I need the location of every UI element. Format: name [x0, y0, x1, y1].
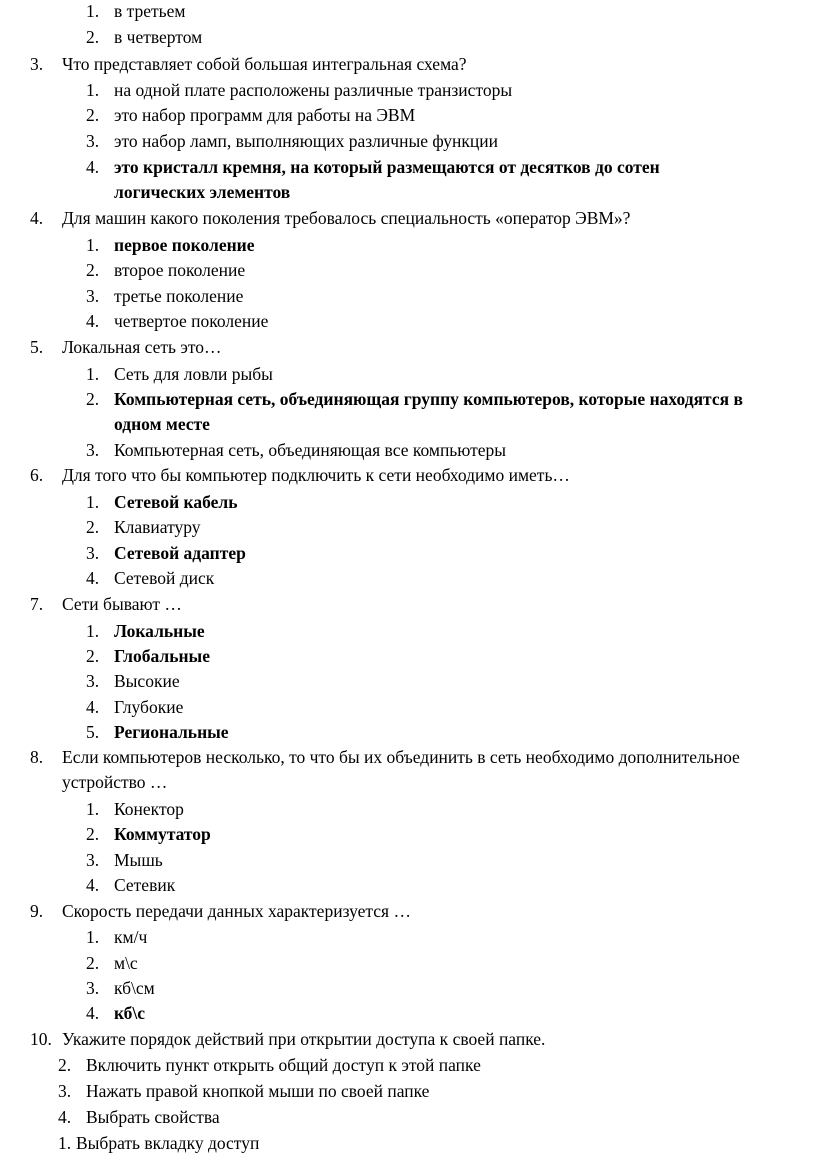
option-number: 1.: [58, 1133, 72, 1153]
option-number: 4.: [86, 875, 100, 895]
option-number: 3.: [86, 440, 100, 460]
option-text: это набор программ для работы на ЭВМ: [114, 105, 416, 125]
option-text: третье поколение: [114, 286, 244, 306]
correct-option-text: Региональные: [114, 722, 229, 742]
question-number: 6.: [30, 465, 44, 485]
option-text: Конектор: [114, 799, 184, 819]
option-number: 1.: [86, 621, 100, 641]
option-text: это набор ламп, выполняющих различные функции: [114, 131, 498, 151]
question-text: Сети бывают …: [62, 594, 182, 614]
correct-option-text-continued: логических элементов: [114, 182, 291, 202]
option-number: 3.: [86, 850, 100, 870]
option-number: 1.: [86, 364, 100, 384]
option-number: 3.: [86, 543, 100, 563]
option-number: 1.: [86, 799, 100, 819]
option-number: 1.: [86, 235, 100, 255]
option-text: четвертое поколение: [114, 311, 269, 331]
question-text: Для машин какого поколения требовалось специальность «оператор ЭВМ»?: [62, 208, 631, 228]
option-text: Глубокие: [114, 697, 184, 717]
option-text: Высокие: [114, 671, 180, 691]
correct-option-text: Компьютерная сеть, объединяющая группу компьютеров, которые находятся в: [114, 389, 743, 409]
question-number: 10.: [30, 1029, 52, 1049]
option-number: 5.: [86, 722, 100, 742]
question-text: Укажите порядок действий при открытии доступа к своей папке.: [62, 1029, 546, 1049]
option-text: Сетевой диск: [114, 568, 215, 588]
question-text: Скорость передачи данных характеризуется …: [62, 901, 411, 921]
question-number: 3.: [30, 54, 44, 74]
correct-option-text: первое поколение: [114, 235, 255, 255]
option-number: 2.: [86, 517, 100, 537]
option-number: 3.: [86, 286, 100, 306]
question-text: Если компьютеров несколько, то что бы их объединить в сеть необходимо дополнительное: [62, 747, 740, 767]
option-text: кб\см: [114, 978, 155, 998]
option-number: 2.: [86, 389, 100, 409]
option-text: Мышь: [114, 850, 163, 870]
option-number: 1.: [86, 492, 100, 512]
correct-option-text: Глобальные: [114, 646, 210, 666]
option-number: 4.: [86, 311, 100, 331]
option-number: 3.: [86, 671, 100, 691]
option-number: 2.: [86, 646, 100, 666]
correct-option-text: кб\с: [114, 1003, 146, 1023]
option-number: 2.: [86, 260, 100, 280]
question-number: 7.: [30, 594, 44, 614]
question-number: 8.: [30, 747, 44, 767]
option-text: Клавиатуру: [114, 517, 201, 537]
option-number: 3.: [58, 1081, 72, 1101]
option-text: Нажать правой кнопкой мыши по своей папке: [86, 1081, 430, 1101]
correct-option-text: Сетевой адаптер: [114, 543, 246, 563]
option-text: км/ч: [114, 927, 148, 947]
correct-option-text-continued: одном месте: [114, 414, 210, 434]
correct-option-text: Локальные: [114, 621, 205, 641]
correct-option-text: это кристалл кремня, на который размещаются от десятков до сотен: [114, 157, 660, 177]
option-number: 4.: [86, 1003, 100, 1023]
question-text-continued: устройство …: [62, 772, 168, 792]
option-number: 3.: [86, 978, 100, 998]
correct-option-text: Коммутатор: [114, 824, 211, 844]
question-text: Локальная сеть это…: [62, 337, 222, 357]
option-text: Включить пункт открыть общий доступ к этой папке: [86, 1055, 481, 1075]
option-number: 4.: [86, 157, 100, 177]
option-number: 1.: [86, 1, 100, 21]
option-number: 4.: [86, 568, 100, 588]
option-number: 1.: [86, 927, 100, 947]
option-number: 2.: [86, 824, 100, 844]
option-number: 4.: [86, 697, 100, 717]
option-text: на одной плате расположены различные транзисторы: [114, 80, 513, 100]
option-text: Компьютерная сеть, объединяющая все компьютеры: [114, 440, 507, 460]
option-number: 2.: [58, 1055, 72, 1075]
correct-option-text: Сетевой кабель: [114, 492, 238, 512]
option-text: Выбрать свойства: [86, 1107, 220, 1127]
option-text: Выбрать вкладку доступ: [76, 1133, 260, 1153]
option-text: Сеть для ловли рыбы: [114, 364, 273, 384]
question-number: 5.: [30, 337, 44, 357]
option-text: Сетевик: [114, 875, 176, 895]
option-number: 2.: [86, 953, 100, 973]
question-text: Для того что бы компьютер подключить к сети необходимо иметь…: [62, 465, 570, 485]
option-text: м\с: [114, 953, 138, 973]
option-number: 4.: [58, 1107, 72, 1127]
question-text: Что представляет собой большая интегральная схема?: [62, 54, 467, 74]
option-number: 1.: [86, 80, 100, 100]
option-text: второе поколение: [114, 260, 246, 280]
question-number: 9.: [30, 901, 44, 921]
question-number: 4.: [30, 208, 44, 228]
option-text: в третьем: [114, 1, 186, 21]
option-number: 3.: [86, 131, 100, 151]
option-number: 2.: [86, 105, 100, 125]
option-text: в четвертом: [114, 27, 203, 47]
option-number: 2.: [86, 27, 100, 47]
